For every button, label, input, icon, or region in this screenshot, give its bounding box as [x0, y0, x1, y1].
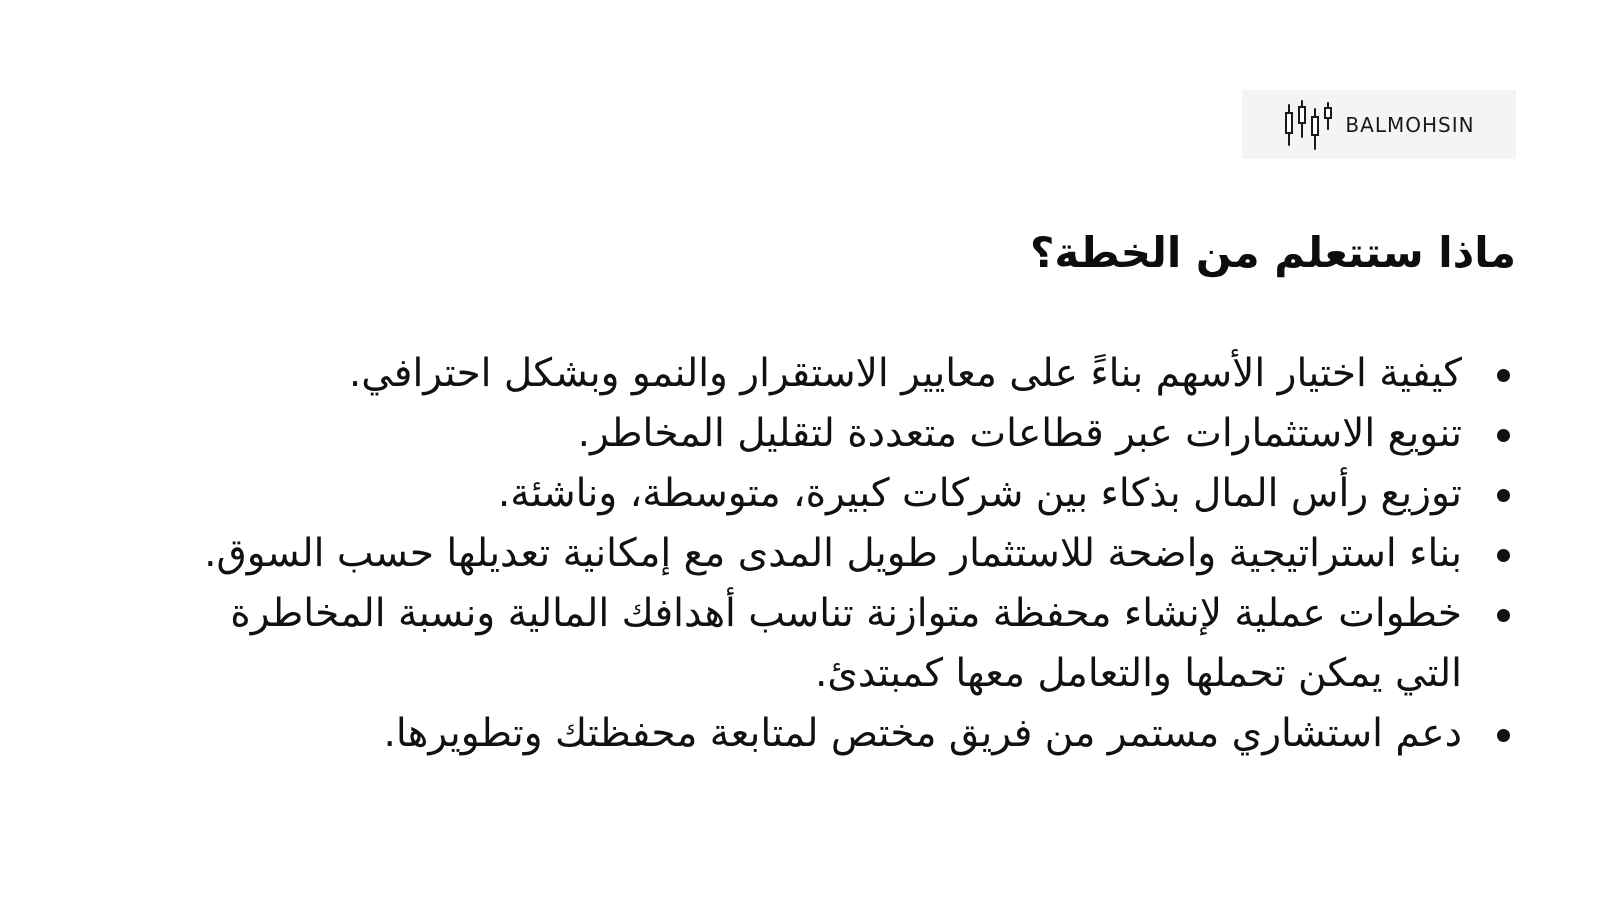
main-content — [116, 222, 1516, 764]
bullet-item — [116, 704, 1516, 764]
bullet-item — [116, 464, 1516, 524]
bullet-item — [116, 524, 1516, 584]
bullet-dot-icon — [1497, 609, 1510, 622]
bullet-list — [116, 344, 1516, 764]
bullet-text: خطوات عملية لإنشاء محفظة متوازنة تناسب أهدافك المالية ونسبة المخاطرة التي يمكن تحملها والتعامل معها كمبتدئ. — [230, 591, 1462, 696]
logo-badge — [1242, 90, 1516, 159]
bullet-text: بناء استراتيجية واضحة للاستثمار طويل المدى مع إمكانية تعديلها حسب السوق. — [204, 531, 1462, 576]
bullet-item — [116, 404, 1516, 464]
bullet-text: دعم استشاري مستمر من فريق مختص لمتابعة محفظتك وتطويرها. — [383, 711, 1462, 756]
bullet-text: تنويع الاستثمارات عبر قطاعات متعددة لتقليل المخاطر. — [577, 411, 1462, 456]
bullet-dot-icon — [1497, 549, 1510, 562]
bullet-dot-icon — [1497, 429, 1510, 442]
bullet-text: توزيع رأس المال بذكاء بين شركات كبيرة، متوسطة، وناشئة. — [497, 471, 1462, 516]
bullet-item — [116, 344, 1516, 404]
bullet-dot-icon — [1497, 729, 1510, 742]
bullet-item — [116, 584, 1516, 704]
bullet-text: كيفية اختيار الأسهم بناءً على معايير الاستقرار والنمو وبشكل احترافي. — [348, 351, 1462, 396]
bullet-dot-icon — [1497, 489, 1510, 502]
bullet-dot-icon — [1497, 369, 1510, 382]
page-title: ماذا ستتعلم من الخطة؟ — [1030, 228, 1516, 277]
logo-wordmark: BALMOHSIN — [1345, 112, 1475, 137]
candlestick-chart-icon — [1283, 99, 1335, 151]
